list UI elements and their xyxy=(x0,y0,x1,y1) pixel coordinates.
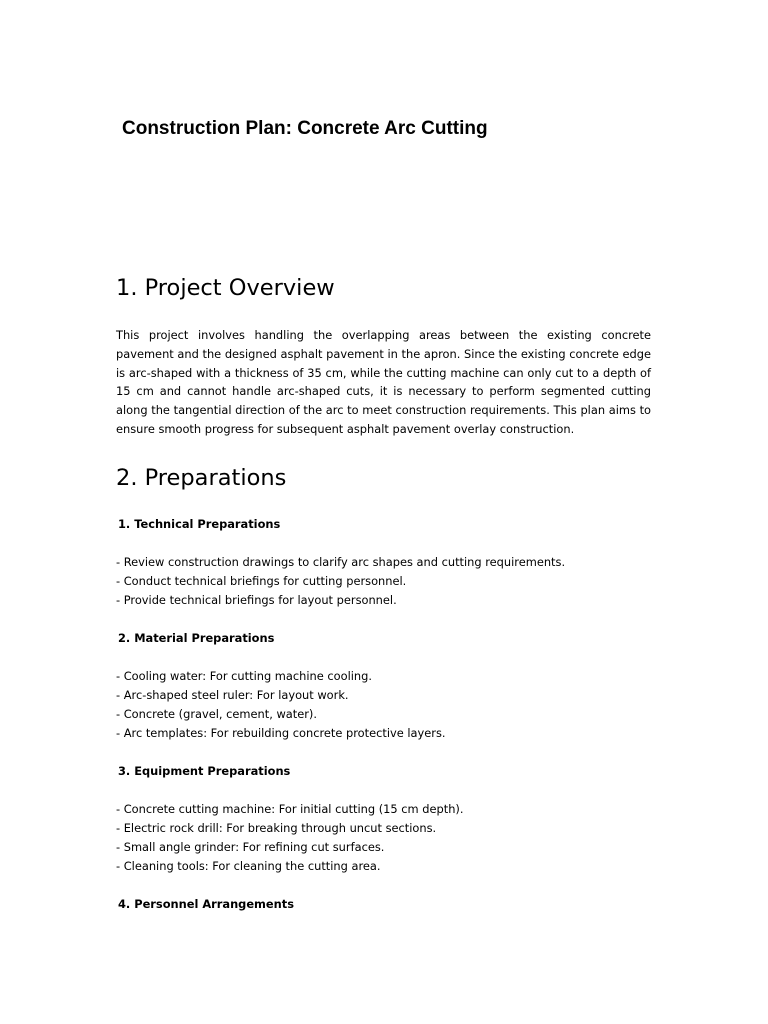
subsection-heading-personnel-arrangements: 4. Personnel Arrangements xyxy=(118,897,294,911)
material-preparations-list xyxy=(116,667,446,743)
list-item: - Cleaning tools: For cleaning the cutting area. xyxy=(116,859,381,873)
technical-preparations-list xyxy=(116,553,565,610)
list-item: - Concrete cutting machine: For initial cutting (15 cm depth). xyxy=(116,802,464,816)
list-item: - Conduct technical briefings for cutting personnel. xyxy=(116,574,407,588)
list-item: - Provide technical briefings for layout personnel. xyxy=(116,593,397,607)
document-title: Construction Plan: Concrete Arc Cutting xyxy=(122,118,488,139)
list-item: - Review construction drawings to clarify arc shapes and cutting requirements. xyxy=(116,555,566,569)
equipment-preparations-list xyxy=(116,800,464,876)
list-item: - Arc templates: For rebuilding concrete protective layers. xyxy=(116,726,446,740)
list-item: - Electric rock drill: For breaking through uncut sections. xyxy=(116,821,437,835)
list-item: - Concrete (gravel, cement, water). xyxy=(116,707,317,721)
list-item: - Arc-shaped steel ruler: For layout work. xyxy=(116,688,349,702)
subsection-heading-equipment-preparations: 3. Equipment Preparations xyxy=(118,764,291,778)
subsection-heading-technical-preparations: 1. Technical Preparations xyxy=(118,517,281,531)
project-overview-paragraph: This project involves handling the overlapping areas between the existing concrete pavement and the designed asphalt pavement in the apron. Since the existing concrete edge is arc-shaped with a thickness of 35 cm, while the cutting machine can only cut to a depth of 15 cm and cannot handle arc-shaped cuts, it is necessary to perform segmented cutting along the tangential direction of the arc to meet construction requirements. This plan aims to ensure smooth progress for subsequent asphalt pavement overlay construction. xyxy=(116,328,651,436)
list-item: - Small angle grinder: For refining cut surfaces. xyxy=(116,840,385,854)
subsection-heading-material-preparations: 2. Material Preparations xyxy=(118,631,275,645)
list-item: - Cooling water: For cutting machine cooling. xyxy=(116,669,372,683)
section-heading-project-overview: 1. Project Overview xyxy=(116,275,335,301)
section-heading-preparations: 2. Preparations xyxy=(116,465,287,491)
